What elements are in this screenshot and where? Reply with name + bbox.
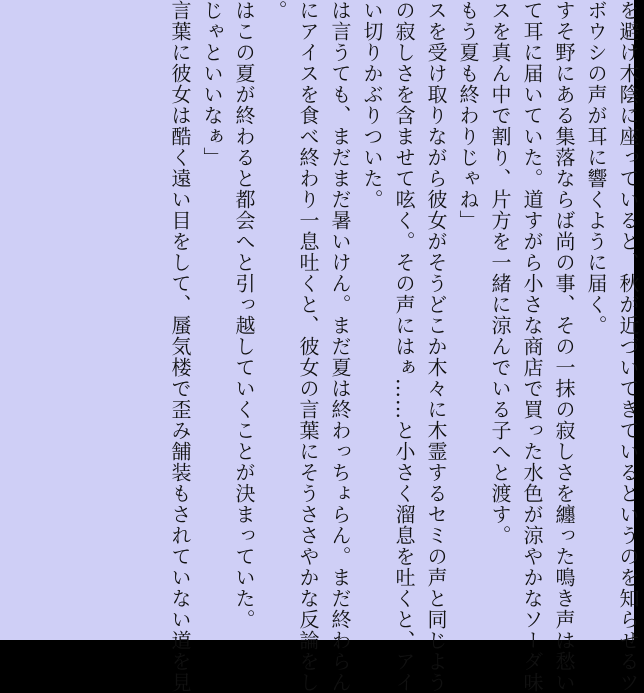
text-line: じゃといいなぁ」 bbox=[200, 0, 224, 168]
text-line: スを受け取りながら彼女がそうどこか木々に木霊するセミの声と同じよう bbox=[424, 0, 448, 693]
text-line: の寂しさを含ませて呟く。その声にはぁ……と小さく溜息を吐くと、アイ bbox=[392, 0, 416, 693]
text-line: を避け木陰に座っていると、秋が近づいてきているというのを知らせるツ bbox=[616, 0, 640, 693]
text-line: 。 bbox=[264, 0, 288, 21]
text-line: もう夏も終わりじゃね」 bbox=[456, 0, 480, 231]
text-line: すそ野にある集落ならば尚の事、その一抹の寂しさを纏った鳴き声は愁い bbox=[552, 0, 576, 693]
text-line: はこの夏が終わると都会へと引っ越していくことが決まっていた。 bbox=[232, 0, 256, 630]
text-line: は言うても、まだまだ暑いけん。まだ夏は終わっちょらん。まだ終わらん bbox=[328, 0, 352, 693]
text-line: い切りかぶりついた。 bbox=[360, 0, 384, 210]
text-line: ボウシの声が耳に響くように届く。 bbox=[584, 0, 608, 336]
text-line: スを真ん中で割り、片方を一緒に涼んでいる子へと渡す。 bbox=[488, 0, 512, 546]
text-line: て耳に届いていた。道すがら小さな商店で買った水色が涼やかなソーダ味 bbox=[520, 0, 544, 693]
text-line: 言葉に彼女は酷く遠い目をして、蜃気楼で歪み舗装もされていない道を見 bbox=[168, 0, 192, 693]
text-line: にアイスを食べ終わり一息吐くと、彼女の言葉にそうささやかな反論をし bbox=[296, 0, 320, 693]
vertical-text-body bbox=[164, 0, 644, 693]
